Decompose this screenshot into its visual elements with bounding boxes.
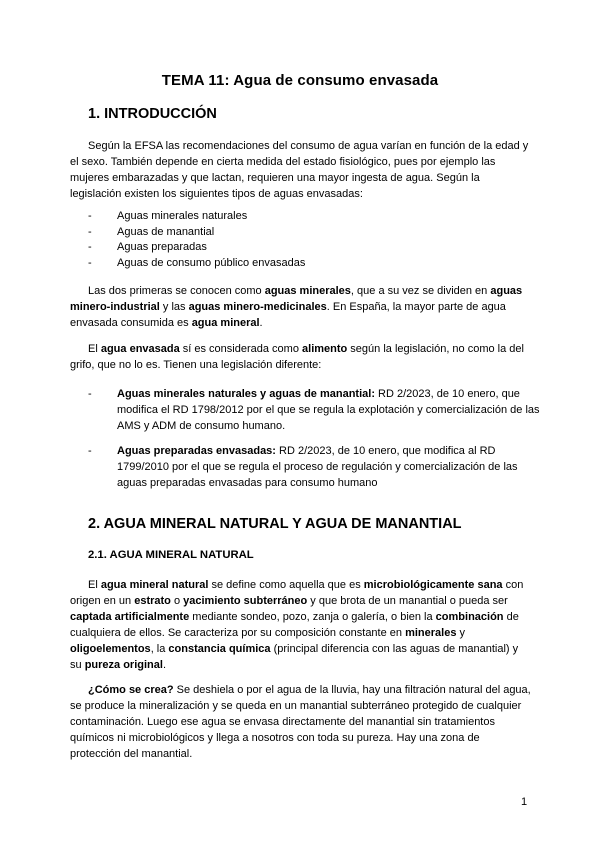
bottled-water-paragraph: El agua envasada sí es considerada como alimento según la legislación, no como la del grifo, que no lo es. Tienen una legislación diferente: bbox=[70, 343, 524, 371]
mineral-natural-paragraph: El agua mineral natural se define como aquella que es microbiológicamente sana con origen en un estrato o yacimiento subterráneo y que brota de un manantial o pueda ser captada artificialmente mediante sondeo, pozo, zanja o galería, o bien la combinación de cualquiera de ellos. Se caracteriza por su composición constante en minerales y oligoelementos, la constancia química (principal diferencia con las aguas de manantial) y su pureza original. bbox=[70, 579, 524, 671]
section-heading-introduccion: 1. INTRODUCCIÓN bbox=[88, 106, 217, 122]
list-item: - Aguas minerales naturales y aguas de manantial: RD 2/2023, de 10 enero, que modifica el RD 1798/2012 por el que se regula la explotación y comercialización de las AMS y ADM de consumo humano. bbox=[88, 388, 540, 432]
list-item: - Aguas de manantial bbox=[88, 225, 215, 238]
list-item: - Aguas de consumo público envasadas bbox=[88, 256, 306, 269]
page-number: 1 bbox=[521, 796, 528, 808]
intro-paragraph-text: Según la EFSA las recomendaciones del consumo de agua varían en función de la edad y el sexo. También depende en cierta medida del estado fisiológico, pues por ejemplo las mujeres embarazadas y que lactan, requieren una mayor ingesta de agua. Según la legislación existen los siguientes tipos de aguas envasadas: bbox=[70, 140, 529, 200]
subsection-heading: 2.1. AGUA MINERAL NATURAL bbox=[88, 549, 254, 561]
list-item: - Aguas minerales naturales bbox=[88, 210, 248, 222]
intro-paragraph bbox=[70, 138, 532, 202]
list-item: - Aguas preparadas envasadas: RD 2/2023, de 10 enero, que modifica al RD 1799/2010 por el que se regula el proceso de regulación y comercialización de las aguas preparadas envasadas para consumo humano bbox=[88, 445, 518, 489]
water-types-list bbox=[88, 209, 305, 271]
legislation-list bbox=[88, 386, 543, 434]
document-title: TEMA 11: Agua de consumo envasada bbox=[161, 72, 439, 89]
section-heading-agua-mineral: 2. AGUA MINERAL NATURAL Y AGUA DE MANANTIAL bbox=[88, 516, 462, 532]
how-created-paragraph: ¿Cómo se crea? Se deshiela o por el agua de la lluvia, hay una filtración natural del agua, se produce la mineralización y se queda en un manantial subterráneo protegido de cualquier contaminación. Luego ese agua se envasa directamente del manantial sin tratamientos químicos ni microbiológicos y llega a nosotros con toda su pureza. Hay una zona de protección del manantial. bbox=[70, 684, 531, 760]
list-item: - Aguas preparadas bbox=[88, 241, 207, 253]
legislation-list-2 bbox=[88, 443, 543, 491]
mineral-water-paragraph: Las dos primeras se conocen como aguas minerales, que a su vez se dividen en aguas minero-industrial y las aguas minero-medicinales. En España, la mayor parte de agua envasada consumida es agua mineral. bbox=[70, 285, 523, 329]
